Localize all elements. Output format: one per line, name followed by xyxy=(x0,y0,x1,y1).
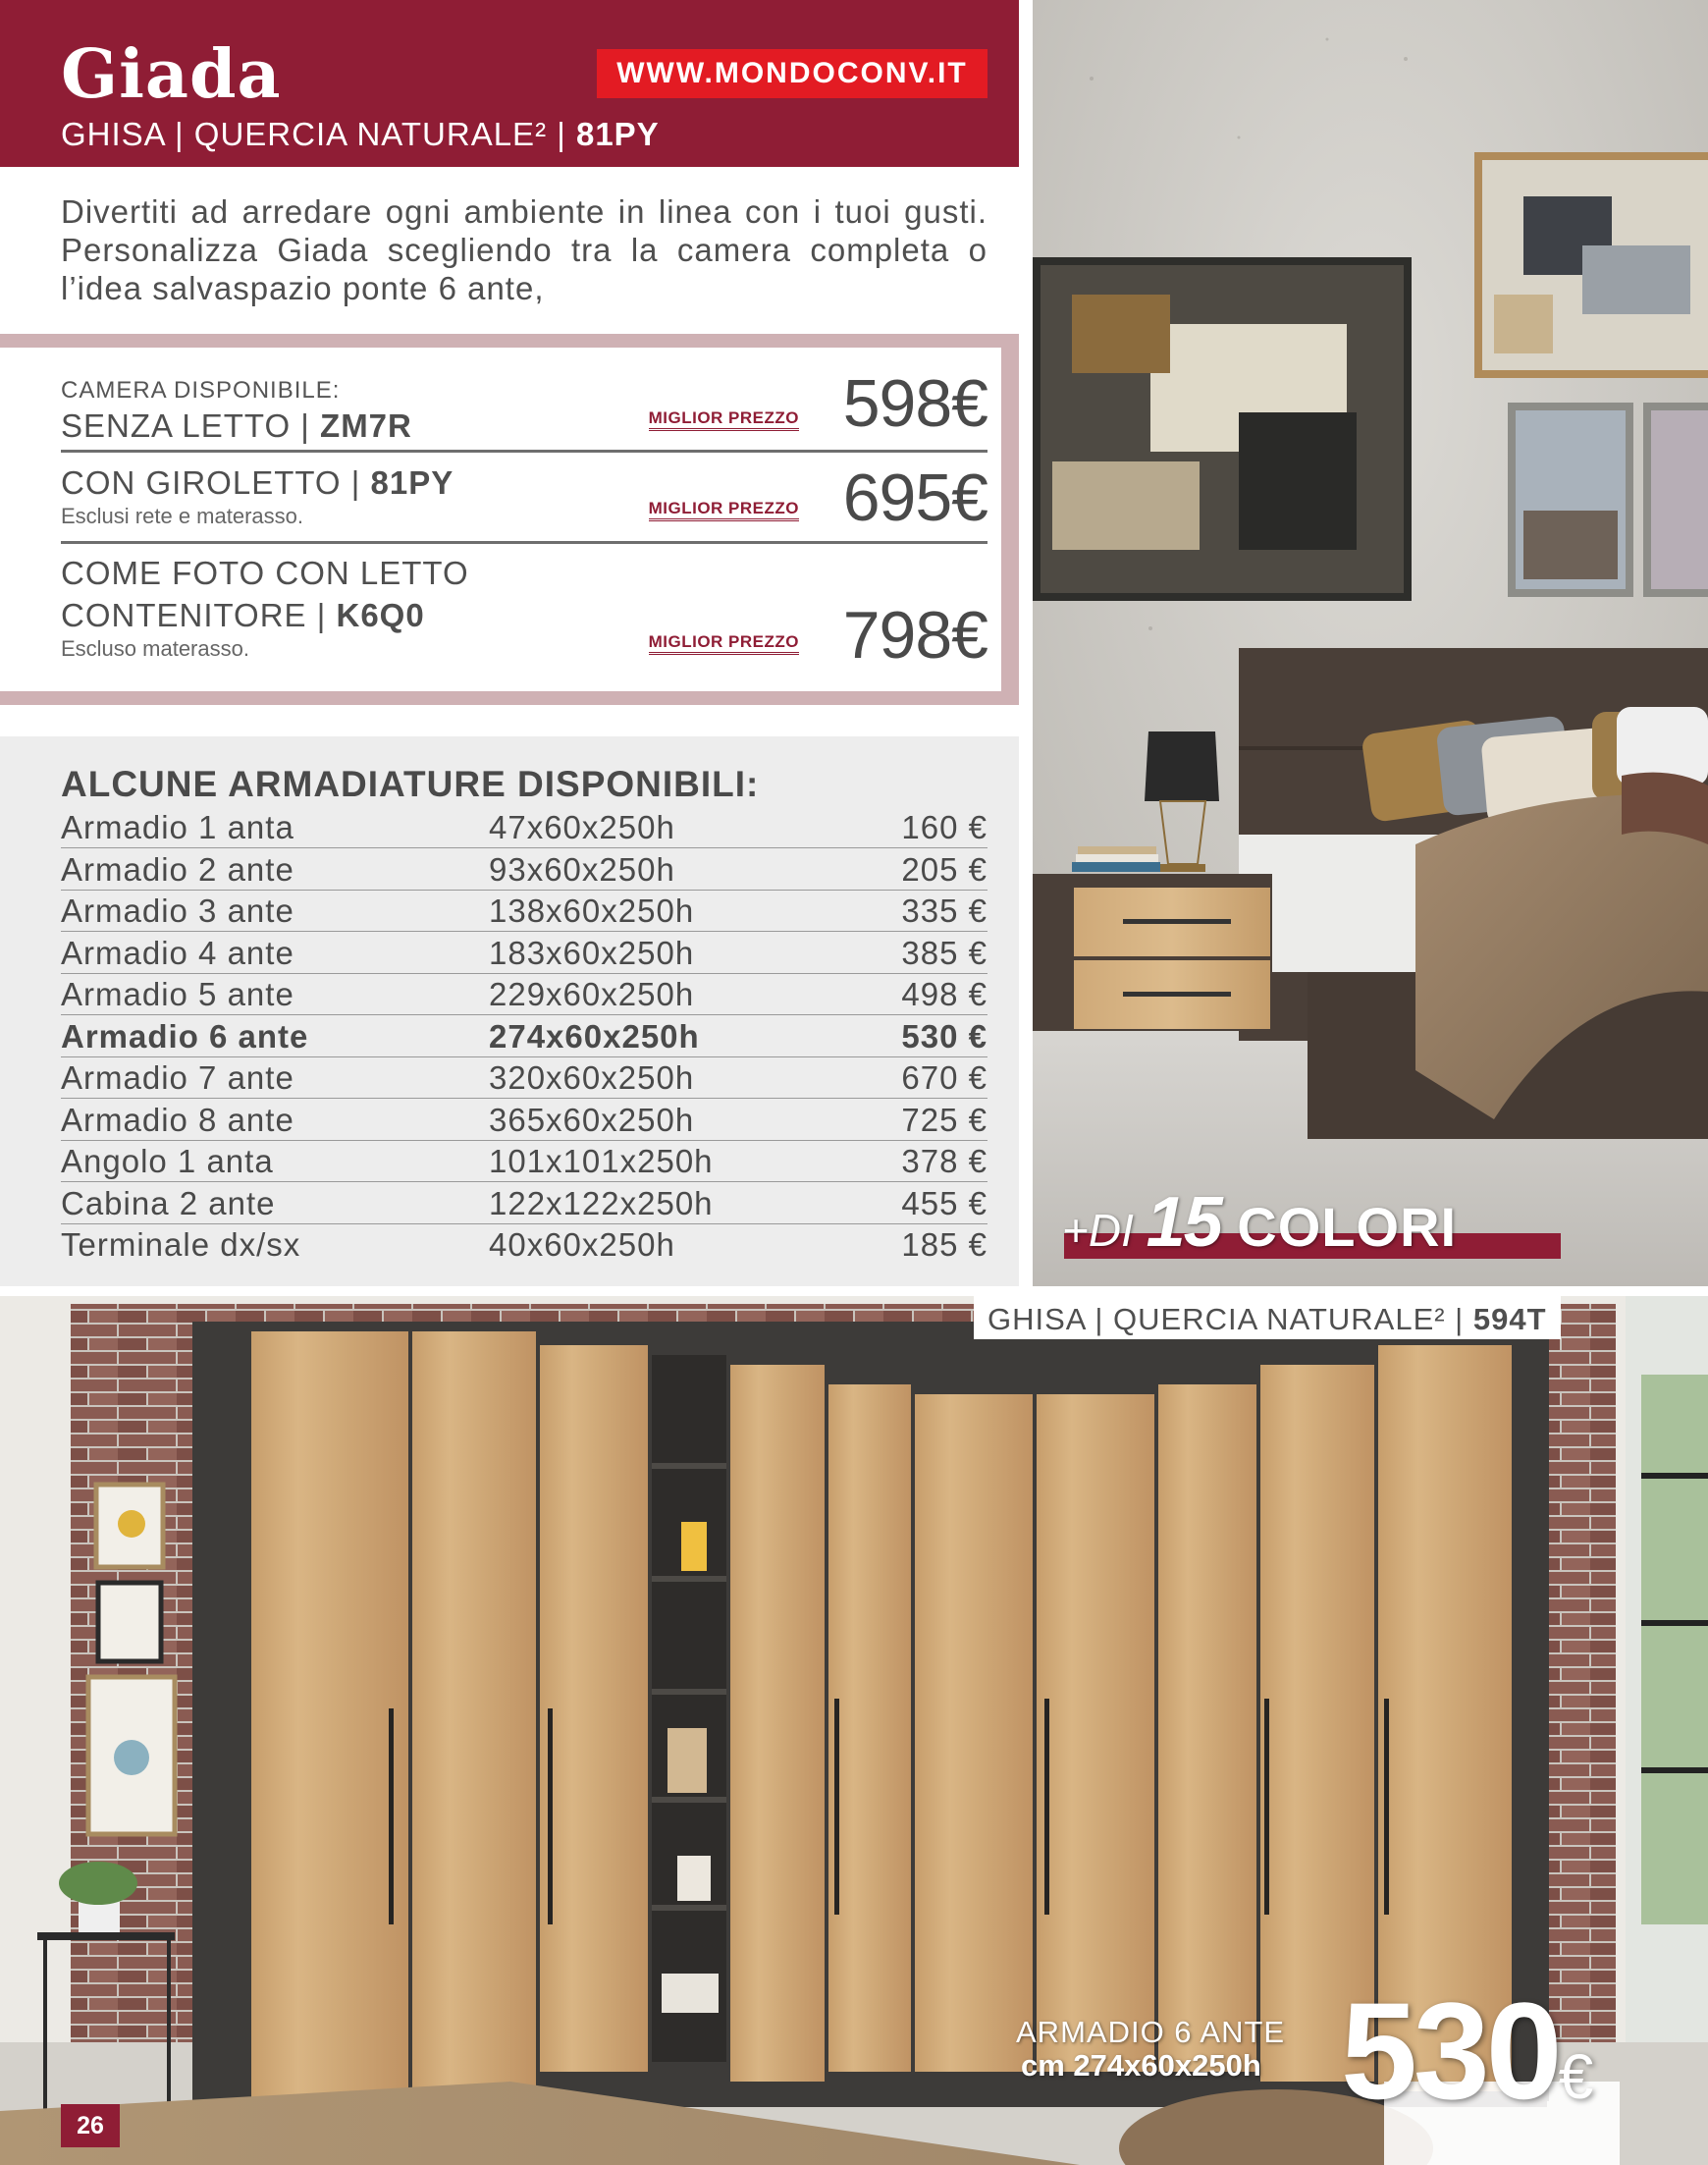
table-row xyxy=(61,849,987,891)
wardrobe-name: Armadio 2 ante xyxy=(61,850,294,888)
page-number: 26 xyxy=(61,2104,120,2147)
table-row xyxy=(61,1224,987,1266)
price-value: 695€ xyxy=(842,460,987,535)
price-row-1 xyxy=(61,366,987,450)
table-row xyxy=(61,1100,987,1141)
bedroom-illustration xyxy=(1033,0,1708,1286)
price-value: 798€ xyxy=(842,598,987,673)
wardrobe-price: 205 € xyxy=(901,850,987,888)
wardrobe-name: Armadio 8 ante xyxy=(61,1101,294,1138)
wardrobe-price: 455 € xyxy=(901,1184,987,1221)
wardrobe-name: Cabina 2 ante xyxy=(61,1184,276,1221)
promo-dimensions: cm 274x60x250h xyxy=(1021,2048,1261,2083)
price-row-3 xyxy=(61,552,987,673)
wardrobe-size: 101x101x250h xyxy=(489,1143,714,1179)
header-subtitle-code: 81PY xyxy=(575,116,660,152)
wardrobe-size: 47x60x250h xyxy=(489,809,675,845)
nightstand xyxy=(1033,874,1272,1031)
best-price-badge: MIGLIOR PREZZO xyxy=(649,632,799,655)
wardrobe-name: Angolo 1 anta xyxy=(61,1143,274,1179)
wall-frames xyxy=(88,1485,175,1834)
page-title: Giada xyxy=(61,35,282,114)
intro-text: Divertiti ad arredare ogni ambiente in linea con i tuoi gusti. Personalizza Giada scegliendo tra la camera completa o l’idea salvaspazio ponte 6 ante, xyxy=(61,193,987,306)
price-row-label: CONTENITORE | K6Q0 xyxy=(61,597,425,633)
wardrobe-size: 274x60x250h xyxy=(489,1017,700,1055)
wardrobe-price: 335 € xyxy=(901,893,987,929)
price-row-2 xyxy=(61,461,987,540)
table-row xyxy=(61,1016,987,1057)
table-row xyxy=(61,974,987,1015)
wardrobe-size: 40x60x250h xyxy=(489,1226,675,1263)
price-value: 598€ xyxy=(842,366,987,441)
header-banner xyxy=(0,0,1019,167)
wardrobe-table-title: ALCUNE ARMADIATURE DISPONIBILI: xyxy=(61,764,760,804)
table-row xyxy=(61,1057,987,1099)
price-row-note: Esclusi rete e materasso. xyxy=(61,504,303,528)
wardrobe-price: 378 € xyxy=(901,1143,987,1179)
table-row xyxy=(61,891,987,932)
colors-badge xyxy=(1062,1182,1457,1263)
wardrobe-price: 530 € xyxy=(901,1017,987,1055)
price-row-label: CON GIROLETTO | 81PY xyxy=(61,464,454,501)
divider xyxy=(61,541,987,544)
wardrobe-name: Terminale dx/sx xyxy=(61,1226,301,1263)
wardrobe-price: 185 € xyxy=(901,1226,987,1263)
wardrobe-size: 229x60x250h xyxy=(489,976,695,1012)
window xyxy=(1626,1296,1708,2140)
wardrobe-name: Armadio 7 ante xyxy=(61,1059,294,1096)
abstract-painting-right xyxy=(1474,152,1708,378)
wardrobe-name: Armadio 1 anta xyxy=(61,809,294,845)
wardrobe-price: 160 € xyxy=(901,809,987,845)
wardrobe-name: Armadio 3 ante xyxy=(61,893,294,929)
wardrobe-size: 93x60x250h xyxy=(489,850,675,888)
price-row-label: SENZA LETTO | ZM7R xyxy=(61,407,412,444)
divider xyxy=(61,450,987,453)
table-row xyxy=(61,807,987,848)
promo-price-value: 530€ xyxy=(1341,1974,1594,2128)
wardrobe-size: 183x60x250h xyxy=(489,934,695,971)
bottom-photo-code: 594T xyxy=(1472,1302,1547,1336)
best-price-badge: MIGLIOR PREZZO xyxy=(649,408,799,431)
wardrobe-size: 365x60x250h xyxy=(489,1101,695,1138)
table-row xyxy=(61,1183,987,1224)
price-row-note: Escluso materasso. xyxy=(61,636,249,661)
table-row xyxy=(61,933,987,974)
website-link[interactable]: WWW.MONDOCONV.IT xyxy=(597,49,987,98)
wardrobe-price: 670 € xyxy=(901,1059,987,1096)
wardrobe-name: Armadio 6 ante xyxy=(61,1017,309,1055)
bottom-photo-label: GHISA | QUERCIA NATURALE² | 594T xyxy=(974,1296,1561,1339)
promo-product-name: ARMADIO 6 ANTE xyxy=(1016,2015,1286,2049)
promo-currency: € xyxy=(1558,2041,1594,2112)
wardrobe-name: Armadio 4 ante xyxy=(61,934,294,971)
header-subtitle: GHISA | QUERCIA NATURALE² | 81PY xyxy=(61,116,660,152)
bedroom-photo xyxy=(1033,0,1708,1286)
wardrobe-price: 725 € xyxy=(901,1101,987,1138)
wardrobe-size: 122x122x250h xyxy=(489,1184,714,1221)
price-row-label-line1: COME FOTO CON LETTO xyxy=(61,555,469,591)
colors-badge-text: +DI 15 COLORI xyxy=(1062,1183,1458,1262)
price-heading: CAMERA DISPONIBILE: xyxy=(61,377,341,404)
wardrobe-price: 498 € xyxy=(901,976,987,1012)
framed-prints xyxy=(1508,403,1708,597)
table-row xyxy=(61,1141,987,1182)
best-price-badge: MIGLIOR PREZZO xyxy=(649,499,799,521)
abstract-painting-left xyxy=(1033,257,1412,601)
wardrobe-size: 320x60x250h xyxy=(489,1059,695,1096)
wardrobe-price: 385 € xyxy=(901,934,987,971)
wardrobe-size: 138x60x250h xyxy=(489,893,695,929)
wardrobe-name: Armadio 5 ante xyxy=(61,976,294,1012)
